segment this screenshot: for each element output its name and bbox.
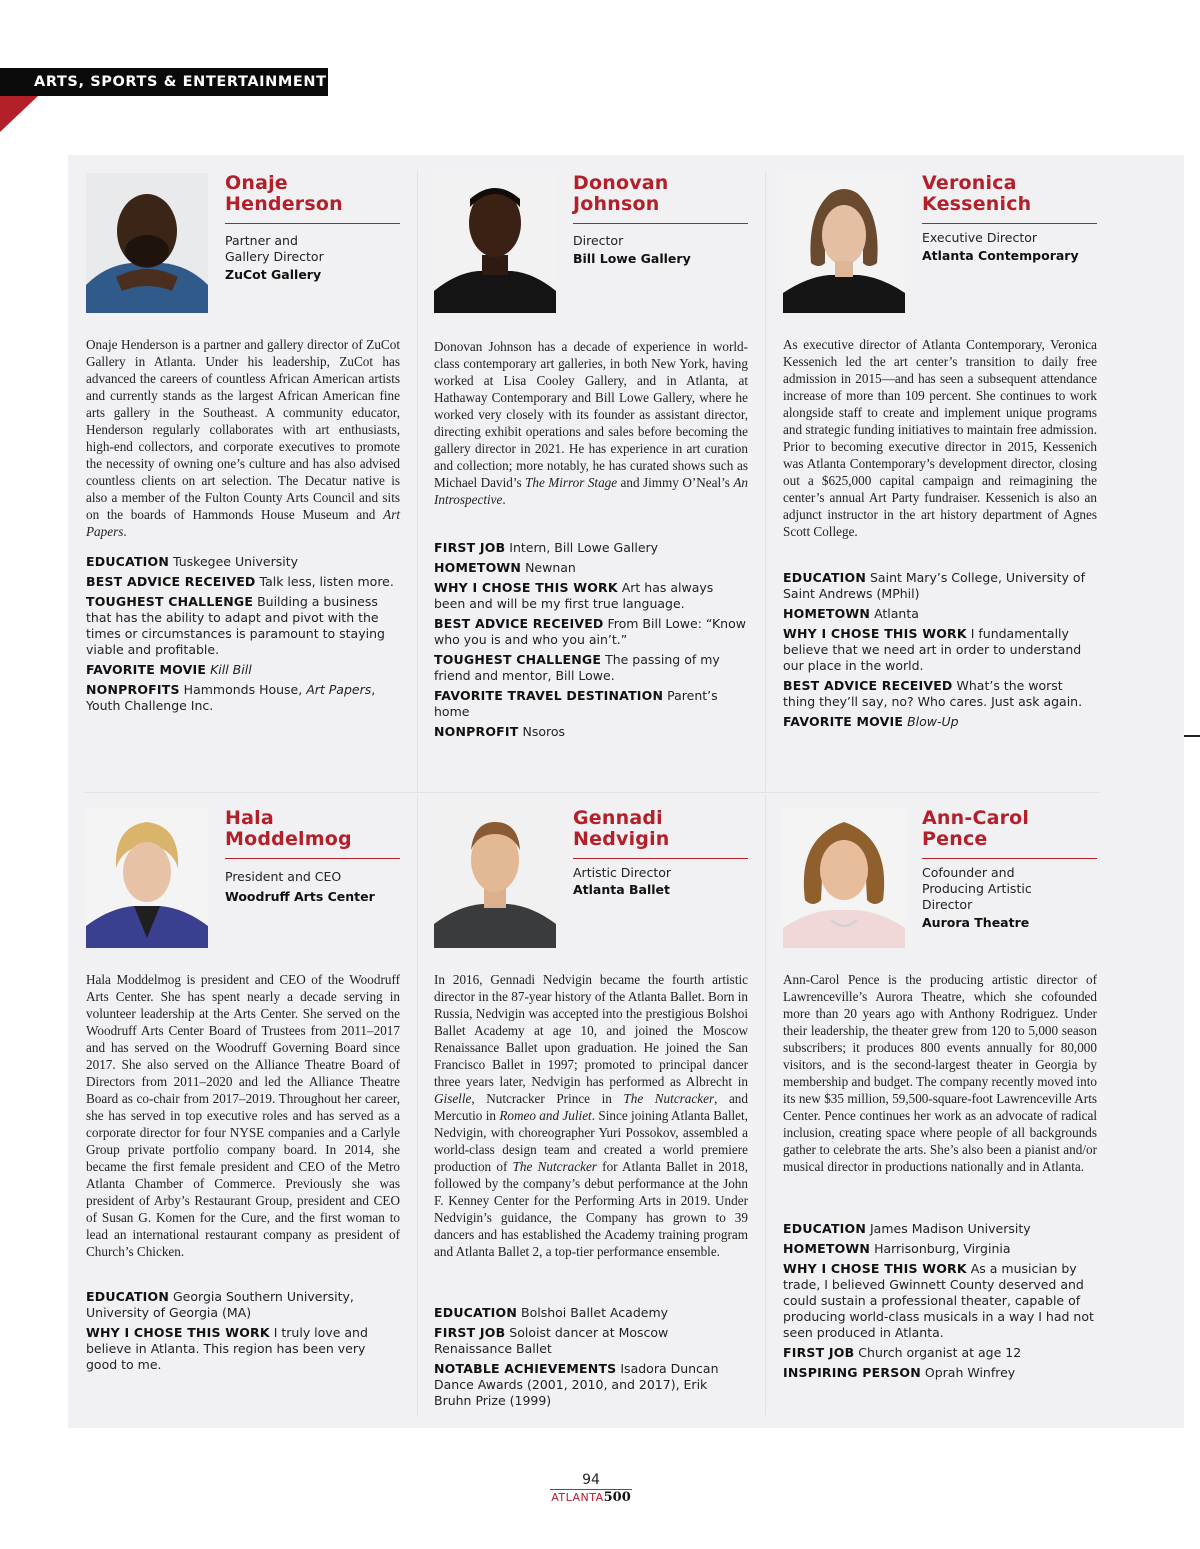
fact-item bbox=[783, 606, 1097, 622]
fact-label: FIRST JOB bbox=[783, 1345, 855, 1360]
fact-label: BEST ADVICE RECEIVED bbox=[86, 574, 256, 589]
bio-text: . bbox=[123, 524, 127, 539]
name-line: Donovan bbox=[573, 172, 669, 194]
fact-label: EDUCATION bbox=[86, 554, 170, 569]
fact-item bbox=[86, 574, 400, 590]
profile-header bbox=[573, 808, 748, 898]
profile-name bbox=[922, 173, 1097, 224]
fact-label: WHY I CHOSE THIS WORK bbox=[783, 626, 967, 641]
bio-text: , Nutcracker Prince in bbox=[471, 1091, 624, 1106]
profile-facts bbox=[783, 1221, 1097, 1385]
profile-header bbox=[225, 173, 400, 283]
portrait-photo-graphic bbox=[434, 173, 556, 313]
fact-item bbox=[434, 540, 748, 556]
name-line: Kessenich bbox=[922, 193, 1032, 215]
fact-item bbox=[434, 616, 748, 648]
fact-value: What’s the worst thing they’ll say, no? Who cares. Just ask again. bbox=[783, 678, 1083, 709]
bio-text: Hala Moddelmog is president and CEO of the Woodruff Arts Center. She has spent nearly a decade serving in volunteer leadership at the Arts Center. She served on the Woodruff Arts Center Board of Trustees from 2011–2017 and has served on the Woodruff Governing Board since 2017. She also served on the Alliance Theatre Board of Directors from 2011–2020 and led the Alliance Theatre Board as co-chair from 2017–2019. Throughout her career, she has served in top executive roles and has served as a corporate director for four NYSE companies and a Carlyle Group private portfolio company board. In 2014, she became the first female president and CEO of the Metro Atlanta Chamber of Commerce. Previously she was president of Arby’s Restaurant Group, president and CEO of Susan G. Komen for the Cure, and the first woman to lead an international restaurant company as president of Church’s Chicken. bbox=[86, 972, 400, 1259]
fact-value: The passing of my friend and mentor, Bill Lowe. bbox=[434, 652, 720, 683]
fact-value: Church organist at age 12 bbox=[858, 1345, 1022, 1360]
fact-value: Art has always been and will be my first true language. bbox=[434, 580, 714, 611]
profile-name bbox=[225, 808, 400, 859]
fact-value: Intern, Bill Lowe Gallery bbox=[509, 540, 659, 555]
fact-label: WHY I CHOSE THIS WORK bbox=[434, 580, 618, 595]
name-line: Nedvigin bbox=[573, 828, 670, 850]
fact-label: EDUCATION bbox=[434, 1305, 518, 1320]
fact-label: FAVORITE TRAVEL DESTINATION bbox=[434, 688, 664, 703]
fact-item bbox=[783, 1365, 1097, 1381]
fact-value: Parent’s home bbox=[434, 688, 718, 719]
fact-value: , Youth Challenge Inc. bbox=[86, 682, 376, 713]
fact-item bbox=[434, 652, 748, 684]
section-banner: ARTS, SPORTS & ENTERTAINMENT bbox=[0, 68, 328, 96]
fact-label: TOUGHEST CHALLENGE bbox=[86, 594, 254, 609]
profile-role: Director bbox=[573, 233, 624, 248]
fact-value: Building a business that has the ability to adapt and pivot with the times or circumstances is paramount to staying viable and profitable. bbox=[86, 594, 385, 657]
bio-text: . Since joining Atlanta Ballet, Nedvigin, with choreographer Yuri Possokov, assembled a world-class design team and created a world premiere production of bbox=[434, 1108, 748, 1174]
fact-value: Talk less, listen more. bbox=[259, 574, 394, 589]
fact-value: James Madison University bbox=[870, 1221, 1031, 1236]
fact-label: TOUGHEST CHALLENGE bbox=[434, 652, 602, 667]
profile-bio bbox=[783, 971, 1097, 1175]
profile-name bbox=[573, 808, 748, 859]
portrait-photo bbox=[86, 808, 208, 948]
fact-value: Blow-Up bbox=[907, 714, 959, 729]
fact-value: Saint Mary’s College, University of Saint Andrews (MPhil) bbox=[783, 570, 1085, 601]
fact-label: FIRST JOB bbox=[434, 1325, 506, 1340]
bio-italic: Art Papers bbox=[86, 507, 400, 539]
name-line: Gennadi bbox=[573, 807, 663, 829]
profile-org: ZuCot Gallery bbox=[225, 267, 322, 282]
fact-label: INSPIRING PERSON bbox=[783, 1365, 921, 1380]
column-divider bbox=[765, 171, 766, 791]
fact-label: EDUCATION bbox=[86, 1289, 170, 1304]
portrait-photo bbox=[86, 173, 208, 313]
fact-item bbox=[86, 1325, 400, 1373]
fact-value: Newnan bbox=[525, 560, 576, 575]
portrait-photo bbox=[783, 173, 905, 313]
fact-item bbox=[86, 662, 400, 678]
fact-label: FIRST JOB bbox=[434, 540, 506, 555]
bio-italic: The Nutcracker bbox=[512, 1159, 597, 1174]
fact-item bbox=[434, 580, 748, 612]
profile-role: Artistic Director bbox=[573, 865, 672, 880]
fact-label: FAVORITE MOVIE bbox=[783, 714, 904, 729]
profile-header bbox=[922, 173, 1097, 264]
banner-corner-accent bbox=[0, 96, 38, 132]
page-edge-mark bbox=[1184, 735, 1200, 737]
fact-value: As a musician by trade, I believed Gwinnett County deserved and could sustain a professional theater, capable of producing world-class musicals in a way I had not seen produced in Atlanta. bbox=[783, 1261, 1094, 1340]
fact-item bbox=[434, 688, 748, 720]
fact-value: From Bill Lowe: “Know who you is and who you ain’t.” bbox=[434, 616, 746, 647]
fact-item bbox=[434, 560, 748, 576]
column-divider bbox=[417, 171, 418, 791]
profile-name bbox=[573, 173, 748, 224]
bio-text: Ann-Carol Pence is the producing artistic director of Lawrenceville’s Aurora Theatre, which she cofounded more than 20 years ago with Anthony Rodriguez. Under their leadership, the theater grew from 120 to 5,000 season subscribers; it produces 800 events annually for 80,000 visitors, and is the second-largest theater in Georgia by membership and budget. The company recently moved into its new $35 million, 59,500-square-foot Lawrenceville Arts Center. Pence continues her work as an advocate of radical inclusion, creating space where people of all backgrounds gather to celebrate the arts. She’s also been a pianist and/or musical director in productions nationally and in Atlanta. bbox=[783, 972, 1097, 1174]
fact-value: Harrisonburg, Virginia bbox=[874, 1241, 1011, 1256]
name-line: Pence bbox=[922, 828, 988, 850]
fact-value: Hammonds House, bbox=[183, 682, 307, 697]
profile-header bbox=[922, 808, 1097, 931]
page-number: 94 bbox=[550, 1472, 632, 1490]
column-divider bbox=[765, 795, 766, 1415]
fact-label: HOMETOWN bbox=[783, 606, 871, 621]
fact-value: Atlanta bbox=[874, 606, 919, 621]
profile-role: Executive Director bbox=[922, 230, 1038, 245]
profile-org: Atlanta Contemporary bbox=[922, 248, 1079, 263]
fact-item bbox=[434, 724, 748, 740]
profile-org: Atlanta Ballet bbox=[573, 882, 671, 897]
bio-italic: The Mirror Stage bbox=[525, 475, 618, 490]
fact-item bbox=[434, 1361, 748, 1409]
name-line: Moddelmog bbox=[225, 828, 352, 850]
fact-label: WHY I CHOSE THIS WORK bbox=[86, 1325, 270, 1340]
fact-item bbox=[783, 626, 1097, 674]
fact-value: Nsoros bbox=[522, 724, 566, 739]
bio-text: . bbox=[502, 492, 506, 507]
row-divider bbox=[84, 792, 1100, 793]
bio-text: As executive director of Atlanta Contemporary, Veronica Kessenich led the art center’s transition to daily free admission in 2015—and has seen a subsequent attendance increase of more than 109 percent. She continues to work alongside staff to create and implement unique programs and strategic funding initiatives to maintain free admission. Prior to becoming executive director in 2015, Kessenich was Atlanta Contemporary’s development director, closing out a $625,000 capital campaign and reimagining the center’s annual Art Party fundraiser. Kessenich is also an adjunct instructor in the art history department of Agnes Scott College. bbox=[783, 337, 1097, 539]
fact-item bbox=[86, 682, 400, 714]
profiles-panel bbox=[68, 155, 1184, 1428]
name-line: Onaje bbox=[225, 172, 288, 194]
fact-label: NOTABLE ACHIEVEMENTS bbox=[434, 1361, 617, 1376]
fact-label: FAVORITE MOVIE bbox=[86, 662, 207, 677]
fact-label: EDUCATION bbox=[783, 570, 867, 585]
bio-text: In 2016, Gennadi Nedvigin became the fourth artistic director in the 87-year history of the Atlanta Ballet. Born in Russia, Nedvigin was accepted into the prestigious Bolshoi Ballet Academy at age 10, and joined the Moscow Renaissance Ballet upon graduation. He joined the San Francisco Ballet in 1997; promoted to principal dancer three years later, Nedvigin has performed as Albrecht in bbox=[434, 972, 748, 1089]
fact-label: NONPROFIT bbox=[434, 724, 519, 739]
fact-value: Bolshoi Ballet Academy bbox=[521, 1305, 669, 1320]
profile-role: Partner and Gallery Director bbox=[225, 233, 324, 264]
fact-label: BEST ADVICE RECEIVED bbox=[783, 678, 953, 693]
profile-header bbox=[573, 173, 748, 267]
bio-italic: Giselle bbox=[434, 1091, 472, 1106]
profile-facts bbox=[783, 570, 1097, 734]
profile-role: President and CEO bbox=[225, 869, 342, 884]
profile-org: Aurora Theatre bbox=[922, 915, 1030, 930]
bio-text: for Atlanta Ballet in 2018, followed by the company’s debut performance at the John F. Kenney Center for the Performing Arts in 2019. Under Nedvigin’s guidance, the Company has grown to 39 dancers and has established the Academy training program and Atlanta Ballet 2, a top-tier performance ensemble. bbox=[434, 1159, 748, 1259]
profile-bio bbox=[86, 971, 400, 1260]
portrait-photo-graphic bbox=[86, 808, 208, 948]
fact-item bbox=[783, 1261, 1097, 1341]
fact-item bbox=[86, 1289, 400, 1321]
profile-bio bbox=[783, 336, 1097, 540]
profile-org: Woodruff Arts Center bbox=[225, 889, 375, 904]
profile-facts bbox=[434, 540, 748, 744]
fact-item bbox=[783, 1241, 1097, 1257]
name-line: Johnson bbox=[573, 193, 660, 215]
fact-item bbox=[434, 1325, 748, 1357]
brand-word: ATLANTA bbox=[551, 1491, 604, 1504]
fact-label: NONPROFITS bbox=[86, 682, 180, 697]
profile-role: Cofounder and Producing Artistic Director bbox=[922, 865, 1032, 912]
portrait-photo bbox=[434, 173, 556, 313]
fact-label: HOMETOWN bbox=[434, 560, 522, 575]
profile-bio bbox=[434, 338, 748, 508]
brand-number: 500 bbox=[603, 1490, 631, 1505]
fact-item bbox=[434, 1305, 748, 1321]
fact-value: Isadora Duncan Dance Awards (2001, 2010, and 2017), Erik Bruhn Prize (1999) bbox=[434, 1361, 719, 1408]
fact-label: WHY I CHOSE THIS WORK bbox=[783, 1261, 967, 1276]
profile-name bbox=[225, 173, 400, 224]
fact-value: Tuskegee University bbox=[173, 554, 298, 569]
name-line: Hala bbox=[225, 807, 274, 829]
name-line: Ann-Carol bbox=[922, 807, 1030, 829]
fact-item bbox=[783, 678, 1097, 710]
fact-value: I truly love and believe in Atlanta. This region has been very good to me. bbox=[86, 1325, 368, 1372]
bio-italic: An Introspective bbox=[434, 475, 748, 507]
bio-italic: The Nutcracker bbox=[623, 1091, 715, 1106]
name-line: Veronica bbox=[922, 172, 1017, 194]
fact-value-italic: Art Papers bbox=[306, 682, 372, 697]
fact-item bbox=[86, 554, 400, 570]
profile-bio bbox=[434, 971, 748, 1260]
fact-value: I fundamentally believe that we need art in order to understand our place in the world. bbox=[783, 626, 1082, 673]
magazine-brand bbox=[550, 1491, 632, 1505]
profile-name bbox=[922, 808, 1097, 859]
fact-label: HOMETOWN bbox=[783, 1241, 871, 1256]
fact-label: EDUCATION bbox=[783, 1221, 867, 1236]
fact-value: Georgia Southern University, University of Georgia (MA) bbox=[86, 1289, 354, 1320]
bio-text: Donovan Johnson has a decade of experience in world-class contemporary art galleries, in both New York, having worked at Lisa Cooley Gallery, and in Atlanta, at Hathaway Contemporary and Bill Lowe Gallery, where he worked very closely with its founder as assistant director, directing exhibit operations and sales before becoming the gallery director in 2021. He has experience in art curation and collection; more notably, he has curated shows such as Michael David’s bbox=[434, 339, 748, 490]
fact-value: Oprah Winfrey bbox=[924, 1365, 1016, 1380]
column-divider bbox=[417, 795, 418, 1415]
name-line: Henderson bbox=[225, 193, 343, 215]
portrait-photo-graphic bbox=[783, 173, 905, 313]
fact-item bbox=[783, 1345, 1097, 1361]
bio-text: Onaje Henderson is a partner and gallery director of ZuCot Gallery in Atlanta. Under his leadership, ZuCot has advanced the careers of countless African American artists and currently stands as the largest African American fine arts gallery in the Southeast. A community educator, Henderson regularly collaborates with art enthusiasts, high-end collectors, and corporate executives to promote the necessity of owning one’s culture and has also advised countless clients on art selection. The Decatur native is also a member of the Fulton County Arts Council and sits on the boards of Hammonds House Museum and bbox=[86, 337, 400, 522]
profile-facts bbox=[86, 554, 400, 718]
fact-value: Soloist dancer at Moscow Renaissance Ballet bbox=[434, 1325, 669, 1356]
portrait-photo-graphic bbox=[434, 808, 556, 948]
fact-item bbox=[86, 594, 400, 658]
bio-text: and Jimmy O’Neal’s bbox=[617, 475, 734, 490]
fact-label: BEST ADVICE RECEIVED bbox=[434, 616, 604, 631]
fact-item bbox=[783, 570, 1097, 602]
profile-org: Bill Lowe Gallery bbox=[573, 251, 691, 266]
fact-item bbox=[783, 714, 1097, 730]
portrait-photo bbox=[434, 808, 556, 948]
profile-facts bbox=[434, 1305, 748, 1413]
portrait-photo-graphic bbox=[86, 173, 208, 313]
bio-text: , and Mercutio in bbox=[434, 1091, 748, 1123]
portrait-photo-graphic bbox=[783, 808, 905, 948]
profile-facts bbox=[86, 1289, 400, 1377]
fact-item bbox=[783, 1221, 1097, 1237]
fact-value: Kill Bill bbox=[210, 662, 252, 677]
portrait-photo bbox=[783, 808, 905, 948]
profile-bio bbox=[86, 336, 400, 540]
profile-header bbox=[225, 808, 400, 905]
bio-italic: Romeo and Juliet bbox=[499, 1108, 592, 1123]
